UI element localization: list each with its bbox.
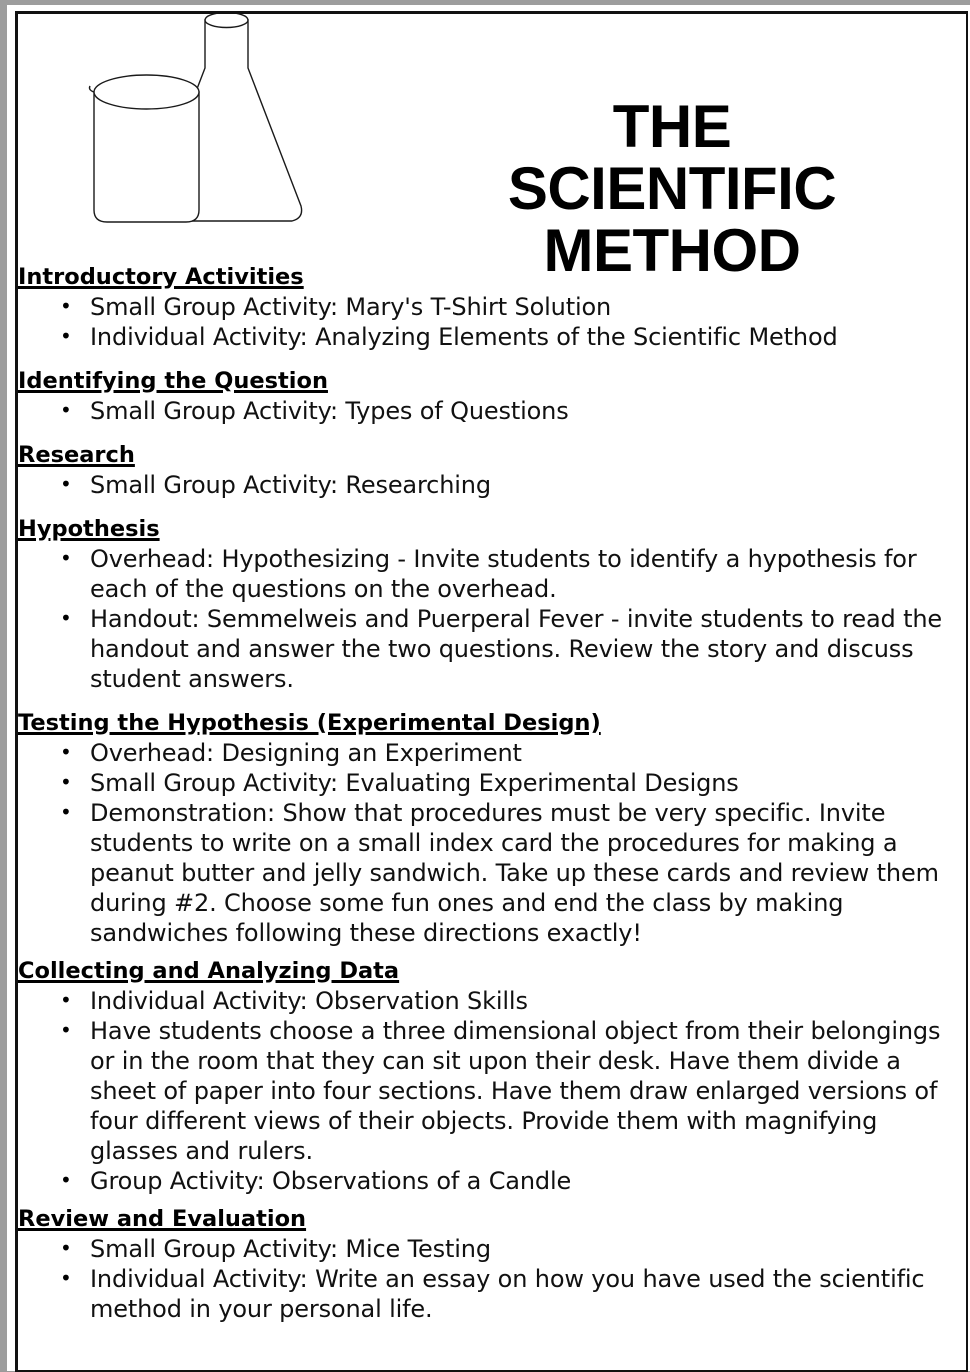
spacer xyxy=(18,500,966,514)
list-item: • Demonstration: Show that procedures must be very specific. Invite students to write on a small index card the procedures for making a peanut butter and jelly sandwich. Take up these cards and review them during #2. Choose some fun ones and end the class by making sandwiches following these directions exactly! xyxy=(18,798,966,948)
section-collecting-and-analyzing-data xyxy=(18,956,966,1196)
page-title xyxy=(398,93,946,284)
section-heading: Research xyxy=(18,442,135,468)
title-line-2: SCIENTIFIC METHOD xyxy=(507,155,837,284)
section-heading: Hypothesis xyxy=(18,516,160,542)
section-review-and-evaluation xyxy=(18,1204,966,1324)
page-content xyxy=(18,14,966,1370)
section-heading: Identifying the Question xyxy=(18,368,328,394)
lesson-outline xyxy=(18,262,966,1324)
section-bullet-list xyxy=(18,470,966,500)
spacer xyxy=(18,948,966,956)
list-item: • Small Group Activity: Mary's T-Shirt Solution xyxy=(18,292,966,322)
spacer xyxy=(18,426,966,440)
section-heading: Testing the Hypothesis (Experimental Design) xyxy=(18,710,601,736)
section-bullet-list xyxy=(18,396,966,426)
spacer xyxy=(18,694,966,708)
lab-glassware-icon xyxy=(80,14,332,234)
list-item: • Individual Activity: Write an essay on how you have used the scientific method in your personal life. xyxy=(18,1264,966,1324)
section-heading: Review and Evaluation xyxy=(18,1206,307,1232)
section-heading: Collecting and Analyzing Data xyxy=(18,958,400,984)
list-item: • Individual Activity: Observation Skills xyxy=(18,986,966,1016)
list-item: • Small Group Activity: Types of Questions xyxy=(18,396,966,426)
section-bullet-list xyxy=(18,738,966,948)
title-line-1: THE xyxy=(612,93,732,160)
list-item: • Small Group Activity: Researching xyxy=(18,470,966,500)
section-heading: Introductory Activities xyxy=(18,264,304,290)
list-item: • Overhead: Designing an Experiment xyxy=(18,738,966,768)
list-item: • Individual Activity: Analyzing Elements of the Scientific Method xyxy=(18,322,966,352)
list-item: • Group Activity: Observations of a Candle xyxy=(18,1166,966,1196)
section-research xyxy=(18,440,966,500)
section-testing-the-hypothesis xyxy=(18,708,966,948)
spacer xyxy=(18,1196,966,1204)
spacer xyxy=(18,352,966,366)
section-bullet-list xyxy=(18,1234,966,1324)
section-identifying-the-question xyxy=(18,366,966,426)
section-bullet-list xyxy=(18,544,966,694)
list-item: • Have students choose a three dimensional object from their belongings or in the room that they can sit upon their desk. Have them divide a sheet of paper into four sections. Have them draw enlarged versions of four different views of their objects. Provide them with magnifying glasses and rulers. xyxy=(18,1016,966,1166)
section-hypothesis xyxy=(18,514,966,694)
section-bullet-list xyxy=(18,292,966,352)
list-item: • Handout: Semmelweis and Puerperal Fever - invite students to read the handout and answer the two questions. Review the story and discuss student answers. xyxy=(18,604,966,694)
list-item: • Overhead: Hypothesizing - Invite students to identify a hypothesis for each of the questions on the overhead. xyxy=(18,544,966,604)
section-introductory-activities xyxy=(18,262,966,352)
section-bullet-list xyxy=(18,986,966,1196)
list-item: • Small Group Activity: Mice Testing xyxy=(18,1234,966,1264)
list-item: • Small Group Activity: Evaluating Experimental Designs xyxy=(18,768,966,798)
